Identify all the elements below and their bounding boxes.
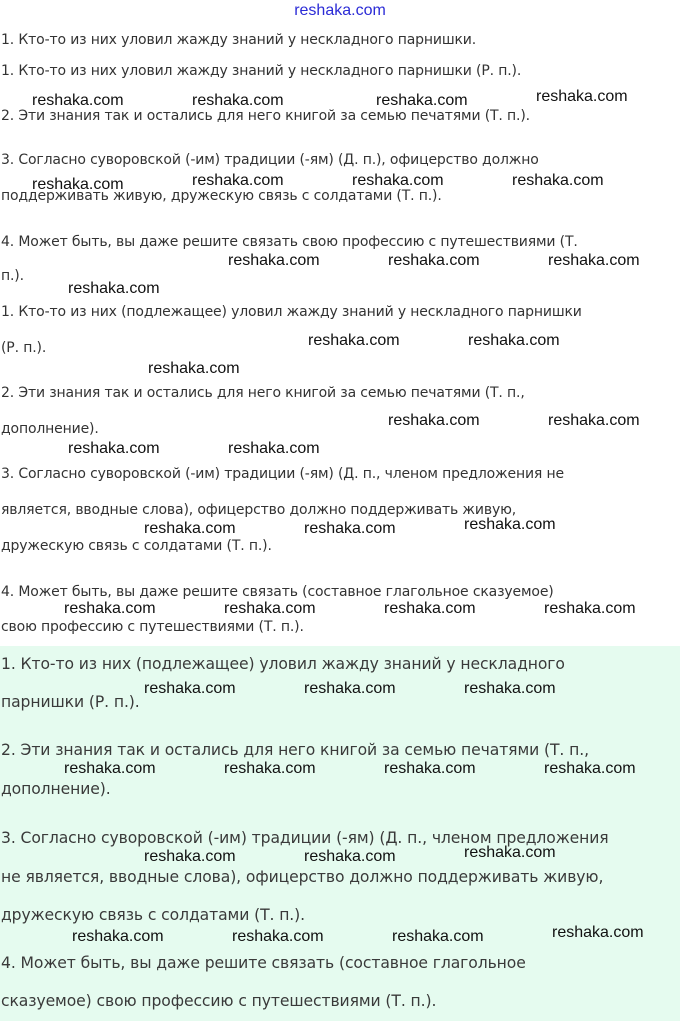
- watermark: reshaka.com: [352, 172, 444, 189]
- s1-sentence-3-line-2: поддерживать живую, дружескую связь с солдатами (Т. п.).: [1, 188, 442, 204]
- watermark: reshaka.com: [224, 600, 316, 617]
- watermark: reshaka.com: [32, 92, 124, 109]
- s1-sentence-4-line-1: 4. Может быть, вы даже решите связать свою профессию с путешествиями (Т.: [1, 234, 578, 250]
- watermark: reshaka.com: [148, 360, 240, 377]
- s3-sentence-4-line-1: 4. Может быть, вы даже решите связать (составное глагольное: [1, 954, 526, 972]
- s2-sentence-3-line-1: 3. Согласно суворовской (-им) традиции (-ям) (Д. п., членом предложения не: [1, 466, 564, 482]
- watermark: reshaka.com: [544, 760, 636, 777]
- watermark: reshaka.com: [392, 928, 484, 945]
- s2-sentence-2-line-1: 2. Эти знания так и остались для него книгой за семью печатями (Т. п.,: [1, 385, 525, 401]
- watermark: reshaka.com: [32, 176, 124, 193]
- watermark: reshaka.com: [68, 440, 160, 457]
- s2-sentence-1-line-1: 1. Кто-то из них (подлежащее) уловил жажду знаний у нескладного парнишки: [1, 304, 582, 320]
- s2-sentence-1-line-2: (Р. п.).: [1, 340, 47, 356]
- s2-sentence-4-line-2: свою профессию с путешествиями (Т. п.).: [1, 619, 304, 635]
- watermark: reshaka.com: [144, 848, 236, 865]
- s2-sentence-3-line-3: дружескую связь с солдатами (Т. п.).: [1, 538, 272, 554]
- s1-sentence-3-line-1: 3. Согласно суворовской (-им) традиции (-ям) (Д. п.), офицерство должно: [1, 152, 539, 168]
- s2-sentence-4-line-1: 4. Может быть, вы даже решите связать (составное глагольное сказуемое): [1, 584, 554, 600]
- watermark: reshaka.com: [304, 520, 396, 537]
- watermark: reshaka.com: [228, 252, 320, 269]
- watermark: reshaka.com: [464, 844, 556, 861]
- watermark: reshaka.com: [304, 848, 396, 865]
- watermark: reshaka.com: [384, 760, 476, 777]
- watermark: reshaka.com: [548, 412, 640, 429]
- watermark: reshaka.com: [548, 252, 640, 269]
- watermark: reshaka.com: [192, 172, 284, 189]
- s1-sentence-4-line-2: п.).: [1, 268, 24, 284]
- watermark: reshaka.com: [228, 440, 320, 457]
- s3-sentence-2-line-1: 2. Эти знания так и остались для него книгой за семью печатями (Т. п.,: [1, 741, 589, 759]
- watermark: reshaka.com: [468, 332, 560, 349]
- s1-sentence-1: 1. Кто-то из них уловил жажду знаний у нескладного парнишки.: [1, 32, 477, 48]
- watermark: reshaka.com: [464, 516, 556, 533]
- s3-sentence-1-line-1: 1. Кто-то из них (подлежащее) уловил жажду знаний у нескладного: [1, 655, 565, 673]
- watermark: reshaka.com: [304, 680, 396, 697]
- s3-sentence-3-line-1: 3. Согласно суворовской (-им) традиции (-ям) (Д. п., членом предложения: [1, 829, 609, 847]
- s3-sentence-3-line-3: дружескую связь с солдатами (Т. п.).: [1, 906, 305, 924]
- watermark: reshaka.com: [64, 760, 156, 777]
- watermark: reshaka.com: [544, 600, 636, 617]
- watermark: reshaka.com: [464, 680, 556, 697]
- s3-sentence-3-line-2: не является, вводные слова), офицерство должно поддерживать живую,: [1, 868, 604, 886]
- watermark: reshaka.com: [224, 760, 316, 777]
- s1-sentence-2: 2. Эти знания так и остались для него книгой за семью печатями (Т. п.).: [1, 108, 530, 124]
- watermark: reshaka.com: [376, 92, 468, 109]
- watermark: reshaka.com: [512, 172, 604, 189]
- watermark: reshaka.com: [72, 928, 164, 945]
- watermark: reshaka.com: [192, 92, 284, 109]
- s2-sentence-2-line-2: дополнение).: [1, 421, 99, 437]
- watermark: reshaka.com: [384, 600, 476, 617]
- watermark: reshaka.com: [232, 928, 324, 945]
- s3-sentence-2-line-2: дополнение).: [1, 780, 111, 798]
- s2-sentence-3-line-2: является, вводные слова), офицерство должно поддерживать живую,: [1, 502, 517, 518]
- s3-sentence-4-line-2: сказуемое) свою профессию с путешествиями (Т. п.).: [1, 992, 437, 1010]
- s3-sentence-1-line-2: парнишки (Р. п.).: [1, 693, 140, 711]
- watermark: reshaka.com: [64, 600, 156, 617]
- site-header[interactable]: reshaka.com: [294, 2, 386, 19]
- watermark: reshaka.com: [68, 280, 160, 297]
- watermark: reshaka.com: [144, 520, 236, 537]
- watermark: reshaka.com: [552, 924, 644, 941]
- watermark: reshaka.com: [388, 412, 480, 429]
- watermark: reshaka.com: [144, 680, 236, 697]
- watermark: reshaka.com: [388, 252, 480, 269]
- s1-sentence-1-case: 1. Кто-то из них уловил жажду знаний у нескладного парнишки (Р. п.).: [1, 63, 522, 79]
- watermark: reshaka.com: [536, 88, 628, 105]
- watermark: reshaka.com: [308, 332, 400, 349]
